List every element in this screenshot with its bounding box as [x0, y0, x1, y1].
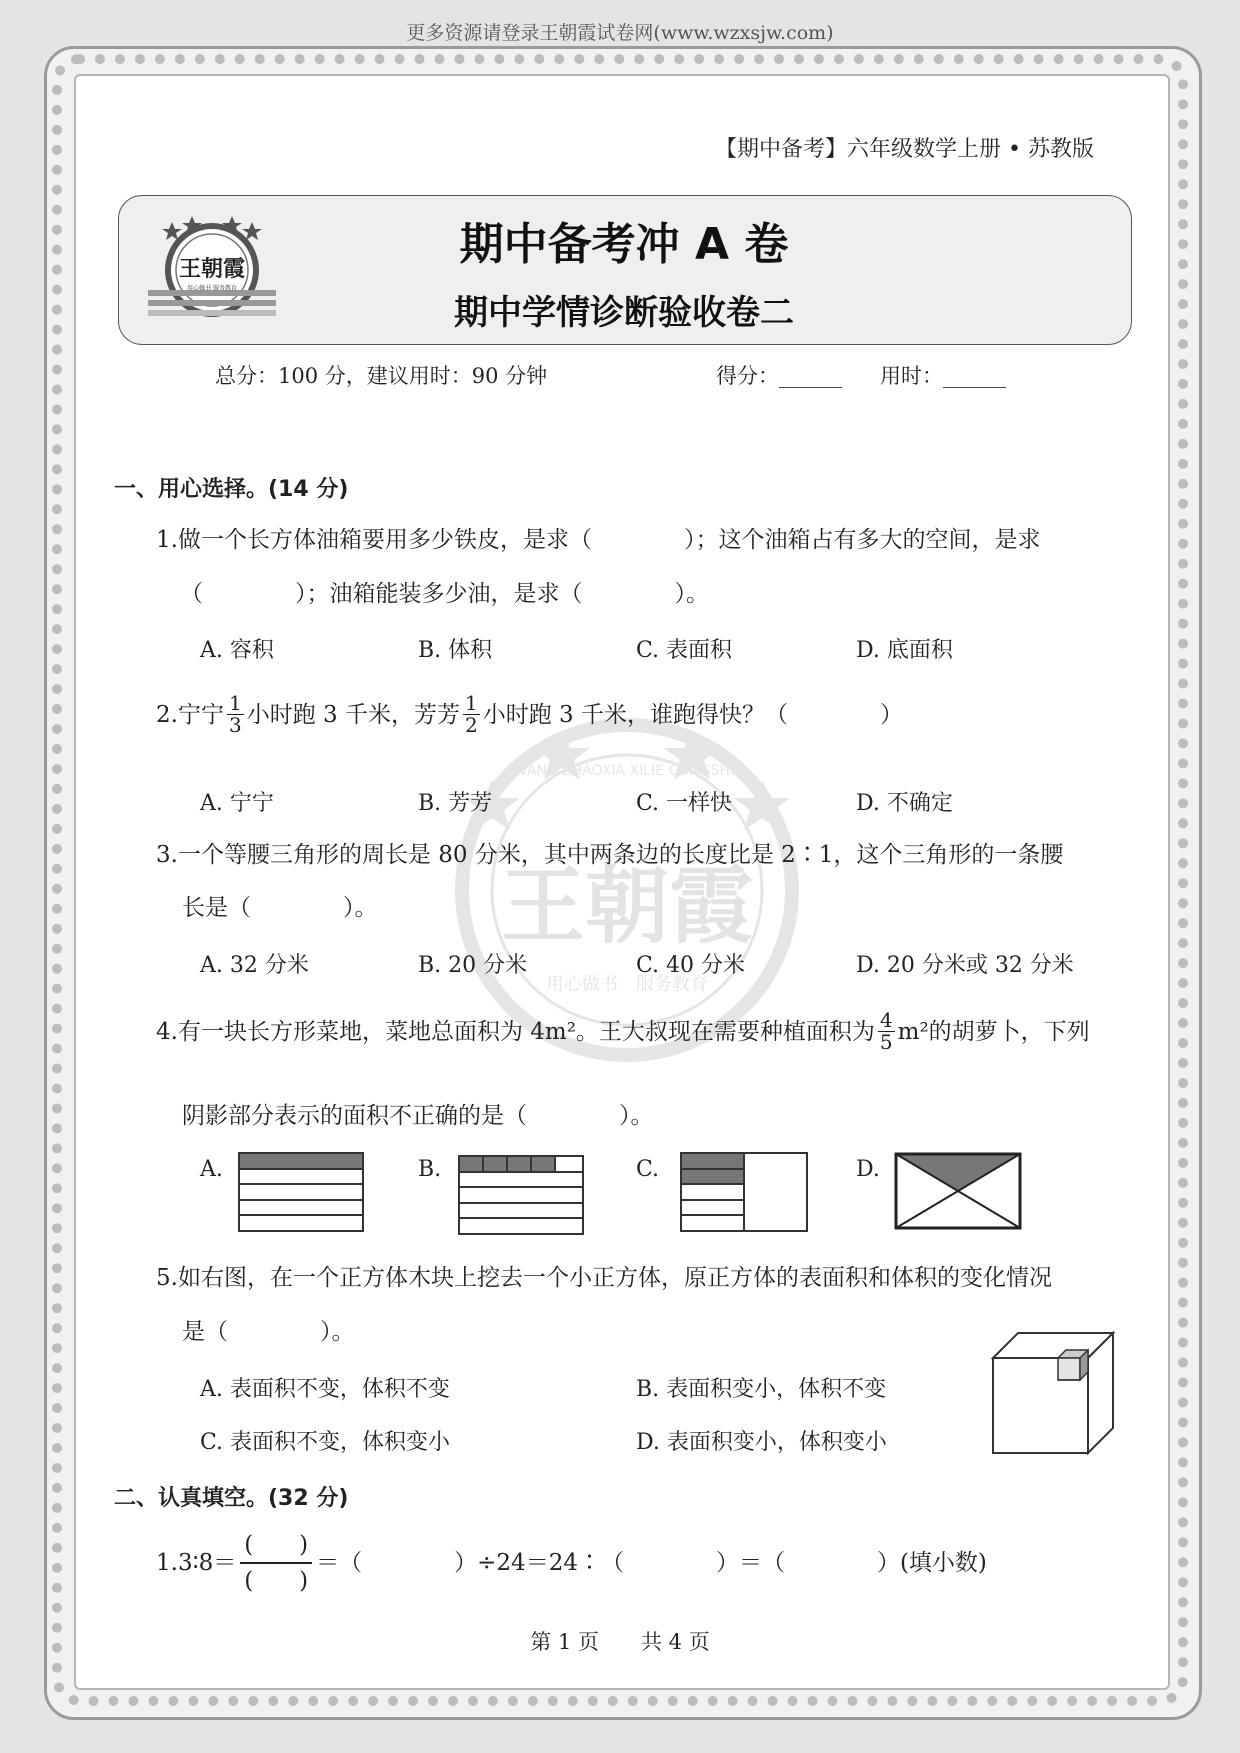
q1-option-a: A. 容积 [200, 638, 274, 663]
exam-subtitle: 期中学情诊断验收卷二 [454, 293, 794, 333]
fraction-numerator: 4 [879, 1008, 893, 1032]
q4-figure-c [680, 1152, 808, 1232]
fraction-denominator: 3 [228, 713, 242, 737]
q4-figure-a [238, 1152, 364, 1232]
logo-slogan: 用心做书 服务教育 [187, 285, 237, 292]
blank-fraction [240, 1528, 312, 1598]
q2-text-b: 小时跑 3 千米，芳芳 [246, 701, 460, 728]
section1-heading: 一、用心选择。(14 分) [114, 477, 349, 502]
q4-text-a: 4.有一块长方形菜地，菜地总面积为 4m²。王大叔现在需要种植面积为 [156, 1018, 875, 1045]
q2-option-b: B. 芳芳 [418, 791, 493, 816]
fraction-one-third [227, 693, 244, 736]
score-field: 得分：______ [716, 364, 842, 388]
score-info: 总分：100 分，建议用时：90 分钟 [215, 364, 548, 388]
q5-option-a: A. 表面积不变，体积不变 [200, 1377, 450, 1402]
site-note: 更多资源请登录王朝霞试卷网(www.wzxsjw.com) [406, 22, 834, 44]
q3-option-b: B. 20 分米 [418, 953, 528, 978]
q1-line2: （ ）；油箱能装多少油，是求（ ）。 [180, 581, 709, 607]
q4-line2: 阴影部分表示的面积不正确的是（ ）。 [182, 1103, 654, 1129]
q5-cube-figure [990, 1330, 1120, 1460]
q2-text-c: 小时跑 3 千米，谁跑得快？（ ） [482, 701, 903, 728]
q4-figure-d [894, 1152, 1022, 1230]
q4-figure-b [458, 1155, 584, 1235]
fill1-line [156, 1528, 987, 1598]
q1-option-d: D. 底面积 [856, 638, 953, 663]
q4-line1 [156, 1010, 1090, 1053]
q2-text-a: 2.宁宁 [156, 701, 224, 728]
q5-line2: 是（ ）。 [182, 1319, 355, 1345]
q5-option-b: B. 表面积变小，体积不变 [636, 1377, 887, 1402]
q5-option-d: D. 表面积变小，体积变小 [636, 1430, 887, 1455]
fill1-text-b: ＝（ ）÷24＝24∶（ ）＝（ ）(填小数) [316, 1550, 987, 1576]
fraction-numerator: 1 [228, 691, 242, 715]
watermark-text: 王朝霞 [500, 856, 754, 955]
q2-option-c: C. 一样快 [636, 791, 733, 816]
q4-option-c: C. [636, 1157, 660, 1182]
q4-option-d: D. [856, 1157, 880, 1182]
time-field: 用时：______ [880, 364, 1006, 388]
q3-line1: 3.一个等腰三角形的周长是 80 分米，其中两条边的长度比是 2∶1，这个三角形的一条腰 [156, 842, 1064, 868]
q1-line1: 1.做一个长方体油箱要用多少铁皮，是求（ ）；这个油箱占有多大的空间，是求 [156, 527, 1041, 553]
fraction-denominator: 2 [464, 713, 478, 737]
q2-line [156, 693, 903, 736]
q1-option-b: B. 体积 [418, 638, 493, 663]
fraction-four-fifths [878, 1010, 895, 1053]
q3-line2: 长是（ ）。 [182, 895, 378, 921]
fraction-numerator: 1 [464, 691, 478, 715]
exam-title: 期中备考冲 A 卷 [459, 219, 789, 270]
watermark-slogan: 用心做书 服务教育 [546, 974, 708, 995]
blank-numerator[interactable]: ( ) [240, 1528, 312, 1564]
series-label: 【期中备考】六年级数学上册 • 苏教版 [715, 137, 1094, 162]
section2-heading: 二、认真填空。(32 分) [114, 1486, 349, 1511]
logo-text: 王朝霞 [178, 256, 246, 282]
q1-option-c: C. 表面积 [636, 638, 733, 663]
q4-option-b: B. [418, 1157, 442, 1182]
fraction-denominator: 5 [879, 1030, 893, 1054]
q5-option-c: C. 表面积不变，体积变小 [200, 1430, 451, 1455]
q3-option-a: A. 32 分米 [200, 953, 309, 978]
q2-option-a: A. 宁宁 [200, 791, 274, 816]
fill1-text-a: 1.3∶8＝ [156, 1550, 237, 1576]
q3-option-d: D. 20 分米或 32 分米 [856, 953, 1074, 978]
page-footer: 第 1 页 共 4 页 [530, 1630, 710, 1654]
fraction-one-half [463, 693, 480, 736]
q4-text-b: m²的胡萝卜，下列 [897, 1018, 1090, 1045]
q5-line1: 5.如右图，在一个正方体木块上挖去一个小正方体，原正方体的表面积和体积的变化情况 [156, 1265, 1052, 1291]
svg-text:WANG ZHAOXIA XILIE CONGSHU: WANG ZHAOXIA XILIE CONGSHU [513, 763, 741, 779]
blank-denominator[interactable]: ( ) [244, 1568, 309, 1594]
q2-option-d: D. 不确定 [856, 791, 953, 816]
q4-option-a: A. [200, 1157, 223, 1182]
q3-option-c: C. 40 分米 [636, 953, 746, 978]
